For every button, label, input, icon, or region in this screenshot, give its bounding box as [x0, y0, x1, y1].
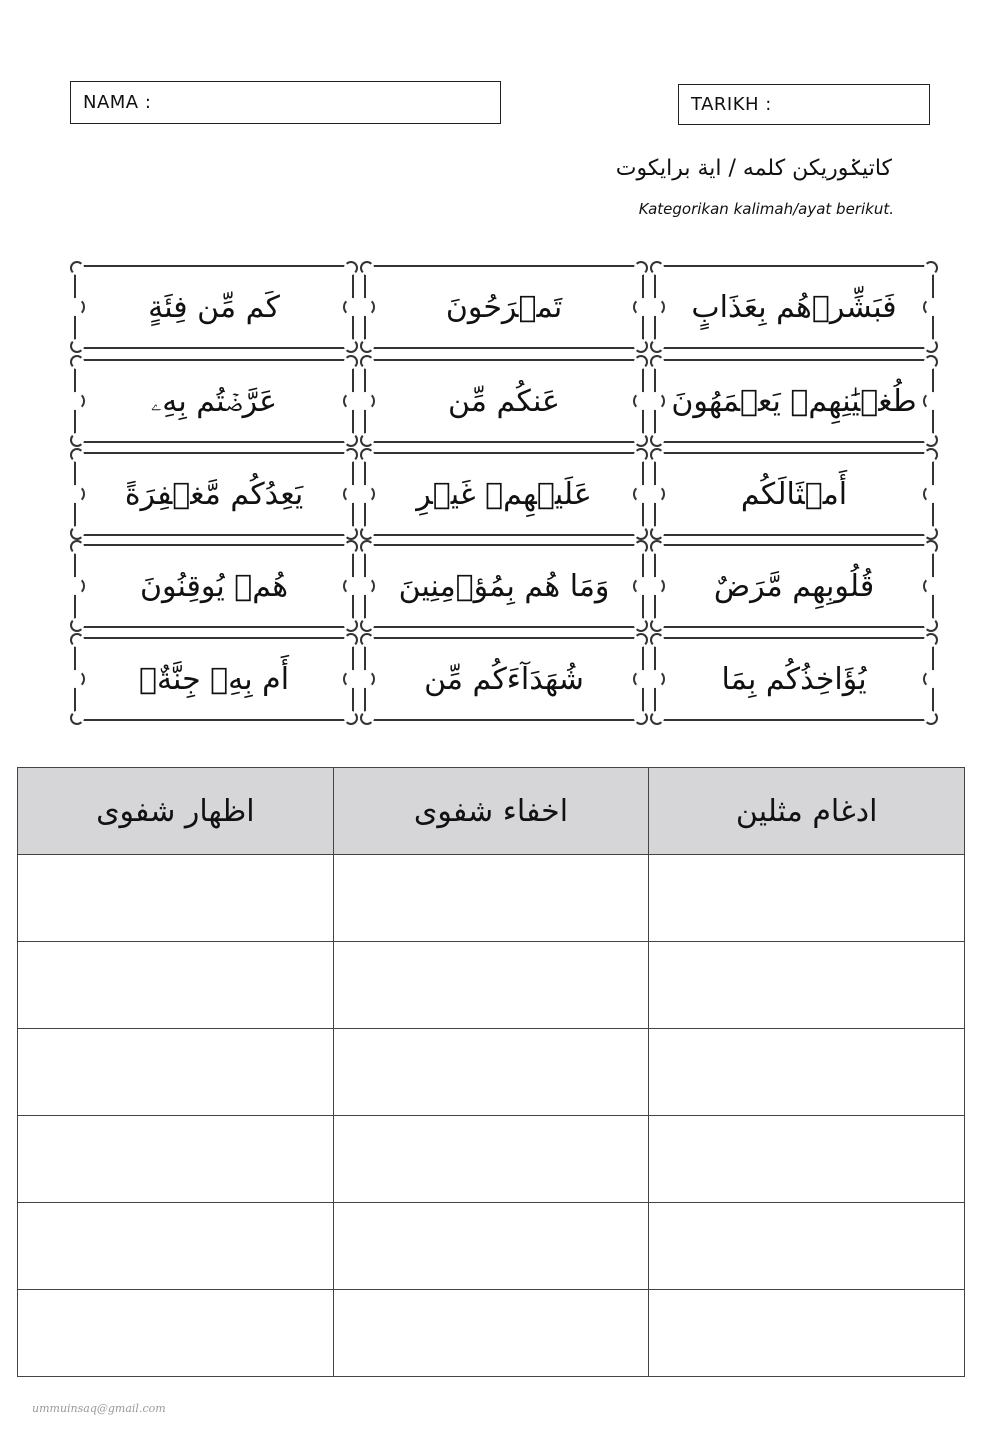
word-card-text: يُؤَاخِذُكُم بِمَا: [721, 661, 867, 697]
word-card[interactable]: [364, 452, 644, 536]
tarikh-label: TARIKH :: [691, 94, 772, 115]
answer-cell[interactable]: [333, 1029, 649, 1116]
word-card-text: عَرَّضۡتُم بِهِۦ: [150, 383, 278, 419]
column-header-izhar-syafawi: اظهار شفوى: [18, 768, 334, 855]
word-card[interactable]: [74, 452, 354, 536]
table-row: [18, 1203, 965, 1290]
answer-cell[interactable]: [18, 855, 334, 942]
table-row: [18, 1290, 965, 1377]
word-card-text: كَم مِّن فِئَةٍ: [148, 289, 280, 325]
answer-cell[interactable]: [649, 942, 965, 1029]
table-row: [18, 1029, 965, 1116]
instruction-rumi: Kategorikan kalimah/ayat berikut.: [638, 200, 894, 218]
table-row: [18, 1116, 965, 1203]
word-card[interactable]: [654, 637, 934, 721]
word-card[interactable]: [364, 265, 644, 349]
word-card[interactable]: [74, 637, 354, 721]
word-card-text: هُمۡ يُوقِنُونَ: [139, 568, 289, 604]
word-card[interactable]: [654, 359, 934, 443]
word-card-text: شُهَدَآءَكُم مِّن: [424, 661, 584, 697]
word-card[interactable]: [364, 637, 644, 721]
table-row: [18, 855, 965, 942]
column-header-idgham-mithlain: ادغام مثلين: [649, 768, 965, 855]
word-card-text: طُغۡيَٰنِهِمۡ يَعۡمَهُونَ: [671, 383, 917, 419]
column-header-ikhfa-syafawi: اخفاء شفوى: [333, 768, 649, 855]
word-card-text: أَم بِهِۦ جِنَّةٌۗ: [138, 661, 290, 697]
word-card-text: وَمَا هُم بِمُؤۡمِنِينَ: [398, 568, 610, 604]
footer-email: ummuinsaq@gmail.com: [32, 1402, 166, 1415]
word-card[interactable]: [74, 544, 354, 628]
answer-cell[interactable]: [333, 1290, 649, 1377]
word-card[interactable]: [654, 544, 934, 628]
answer-cell[interactable]: [333, 1116, 649, 1203]
answer-cell[interactable]: [18, 1029, 334, 1116]
word-card[interactable]: [364, 544, 644, 628]
nama-field[interactable]: [70, 81, 501, 124]
word-card-text: عَنكُم مِّن: [448, 383, 560, 419]
answer-cell[interactable]: [18, 1203, 334, 1290]
nama-label: NAMA :: [83, 92, 152, 113]
answer-cell[interactable]: [333, 1203, 649, 1290]
answer-cell[interactable]: [333, 942, 649, 1029]
answer-cell[interactable]: [18, 942, 334, 1029]
word-card[interactable]: [74, 265, 354, 349]
word-card[interactable]: [74, 359, 354, 443]
tarikh-field[interactable]: [678, 84, 930, 125]
answer-cell[interactable]: [649, 1203, 965, 1290]
answer-cell[interactable]: [18, 1290, 334, 1377]
word-card-text: قُلُوبِهِم مَّرَضٌ: [713, 568, 875, 604]
word-card-text: تَمۡرَحُونَ: [445, 289, 563, 325]
answer-table: [17, 767, 965, 1377]
word-cards-grid: [70, 265, 938, 723]
table-header-row: [18, 768, 965, 855]
word-card-text: أَمۡثَالَكُم: [740, 476, 848, 512]
answer-cell[interactable]: [649, 1029, 965, 1116]
word-card-text: فَبَشِّرۡهُم بِعَذَابٍ: [691, 289, 897, 325]
table-row: [18, 942, 965, 1029]
word-card-text: عَلَيۡهِمۡ غَيۡرِ: [416, 476, 592, 512]
answer-cell[interactable]: [333, 855, 649, 942]
answer-cell[interactable]: [18, 1116, 334, 1203]
answer-cell[interactable]: [649, 1116, 965, 1203]
instruction-jawi: كاتيݢوريکن كلمه / اية برايكوت: [615, 156, 892, 181]
word-card[interactable]: [364, 359, 644, 443]
answer-cell[interactable]: [649, 1290, 965, 1377]
word-card-text: يَعِدُكُم مَّغۡفِرَةً: [124, 476, 304, 512]
word-card[interactable]: [654, 452, 934, 536]
word-card[interactable]: [654, 265, 934, 349]
answer-cell[interactable]: [649, 855, 965, 942]
